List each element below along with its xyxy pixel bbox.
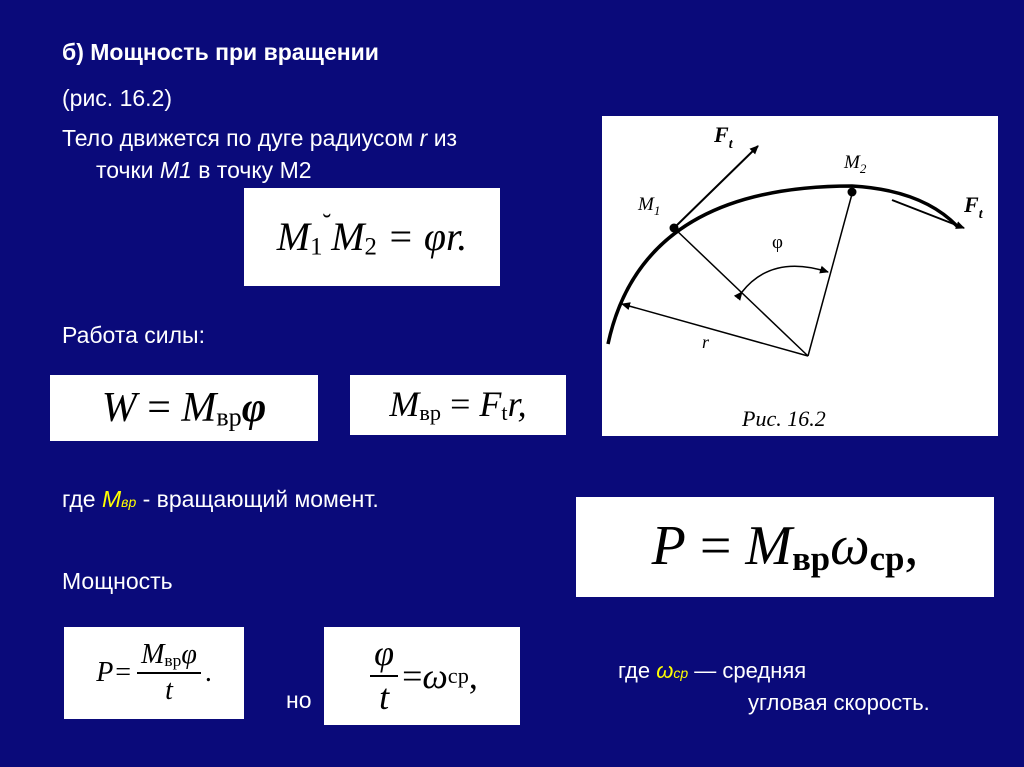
force-label-top: $F_t$: [714, 122, 733, 152]
omega-var: ω: [656, 658, 674, 683]
work-label: Работа силы:: [62, 322, 205, 348]
torque-formula: [350, 375, 566, 435]
subscript: t: [501, 400, 508, 426]
var-m: M: [389, 384, 420, 425]
radius-line-m2: [808, 194, 852, 356]
slide-heading: б) Мощность при вращении: [62, 39, 379, 65]
arc-length-formula: [244, 188, 500, 286]
but-word: но: [286, 687, 312, 713]
formula-text: [389, 383, 526, 426]
omega-definition-line-2: угловая скорость.: [748, 690, 930, 715]
formula-text: [652, 514, 919, 579]
var-m: M: [745, 515, 793, 578]
fraction-numerator: φ: [370, 635, 398, 677]
subscript: 1: [310, 233, 323, 261]
equals-sign: =: [441, 384, 480, 425]
var-r: r,: [507, 384, 527, 425]
radius-var: r: [419, 125, 428, 151]
formula-text: [102, 384, 267, 433]
fraction: [137, 640, 201, 706]
force-label-right: $F_t$: [964, 192, 983, 222]
point-m1: [670, 224, 679, 233]
text: где: [62, 486, 102, 512]
subscript: вр: [792, 539, 831, 579]
text: — средняя: [688, 658, 807, 683]
power-omega-formula: [576, 497, 994, 597]
point-var: M1: [159, 157, 192, 183]
force-vector-m1: [674, 146, 758, 228]
var-m: M: [181, 384, 217, 431]
comma: ,: [468, 656, 478, 696]
torque-var-subscript: вр: [121, 494, 137, 510]
var-p: P: [96, 657, 114, 688]
subscript: вр: [419, 400, 442, 426]
text: где: [618, 658, 657, 683]
formula-rest: = φr.: [376, 213, 468, 259]
equals-sign: =: [115, 657, 132, 688]
rotation-diagram: [602, 116, 998, 436]
torque-var: M: [101, 486, 122, 512]
subscript: ср: [869, 539, 905, 579]
var-phi: φ: [181, 639, 197, 671]
equals-sign: =: [685, 515, 746, 578]
figure-reference: (рис. 16.2): [62, 85, 173, 111]
radius-label: r: [702, 332, 710, 352]
formula-text: [96, 640, 212, 706]
intro-text: точки: [96, 157, 160, 183]
intro-line-2: [96, 156, 312, 184]
arc-path: [608, 186, 957, 344]
angle-arc: [742, 266, 828, 292]
equals-sign: =: [136, 384, 182, 431]
subscript: вр: [164, 651, 182, 671]
formula-text: [276, 208, 468, 261]
var-f: F: [479, 384, 502, 425]
intro-line-1: [62, 124, 457, 152]
figure-16-2: [602, 116, 998, 436]
var-omega: ω: [830, 515, 870, 578]
var-omega: ω: [422, 656, 448, 696]
intro-text: Тело движется по дуге радиусом: [62, 125, 420, 151]
var-m: M: [331, 213, 365, 259]
subscript: ср: [447, 663, 469, 688]
var-w: W: [101, 384, 137, 431]
power-label: Мощность: [62, 568, 173, 594]
var-m: M: [141, 639, 165, 671]
arc-symbol: ˘: [322, 208, 332, 238]
omega-definition-line-1: [618, 657, 806, 687]
work-formula: [50, 375, 318, 441]
power-fraction-formula: [64, 627, 244, 719]
var-p: P: [651, 515, 686, 578]
omega-var-subscript: ср: [673, 665, 689, 681]
fraction-denominator: t: [379, 677, 390, 717]
equals-sign: =: [402, 656, 423, 696]
point-m2: [848, 188, 857, 197]
period: .: [204, 657, 212, 688]
formula-text: [366, 635, 478, 717]
figure-caption: Рис. 16.2: [742, 406, 826, 431]
angle-label: φ: [772, 232, 783, 253]
fraction-numerator: [137, 640, 201, 674]
comma: ,: [904, 515, 919, 578]
subscript: вр: [216, 402, 242, 432]
intro-text: в точку М2: [191, 157, 312, 183]
point-label-m1: $M_1$: [638, 194, 661, 218]
text: - вращающий момент.: [136, 486, 379, 512]
torque-definition: [62, 485, 379, 516]
omega-fraction-formula: [324, 627, 520, 725]
point-label-m2: $M_2$: [844, 152, 867, 176]
fraction-denominator: t: [165, 675, 173, 707]
var-phi: φ: [241, 384, 267, 431]
subscript: 2: [364, 233, 377, 261]
intro-text: из: [427, 125, 458, 151]
fraction: [370, 635, 398, 717]
var-m: M: [276, 213, 311, 259]
